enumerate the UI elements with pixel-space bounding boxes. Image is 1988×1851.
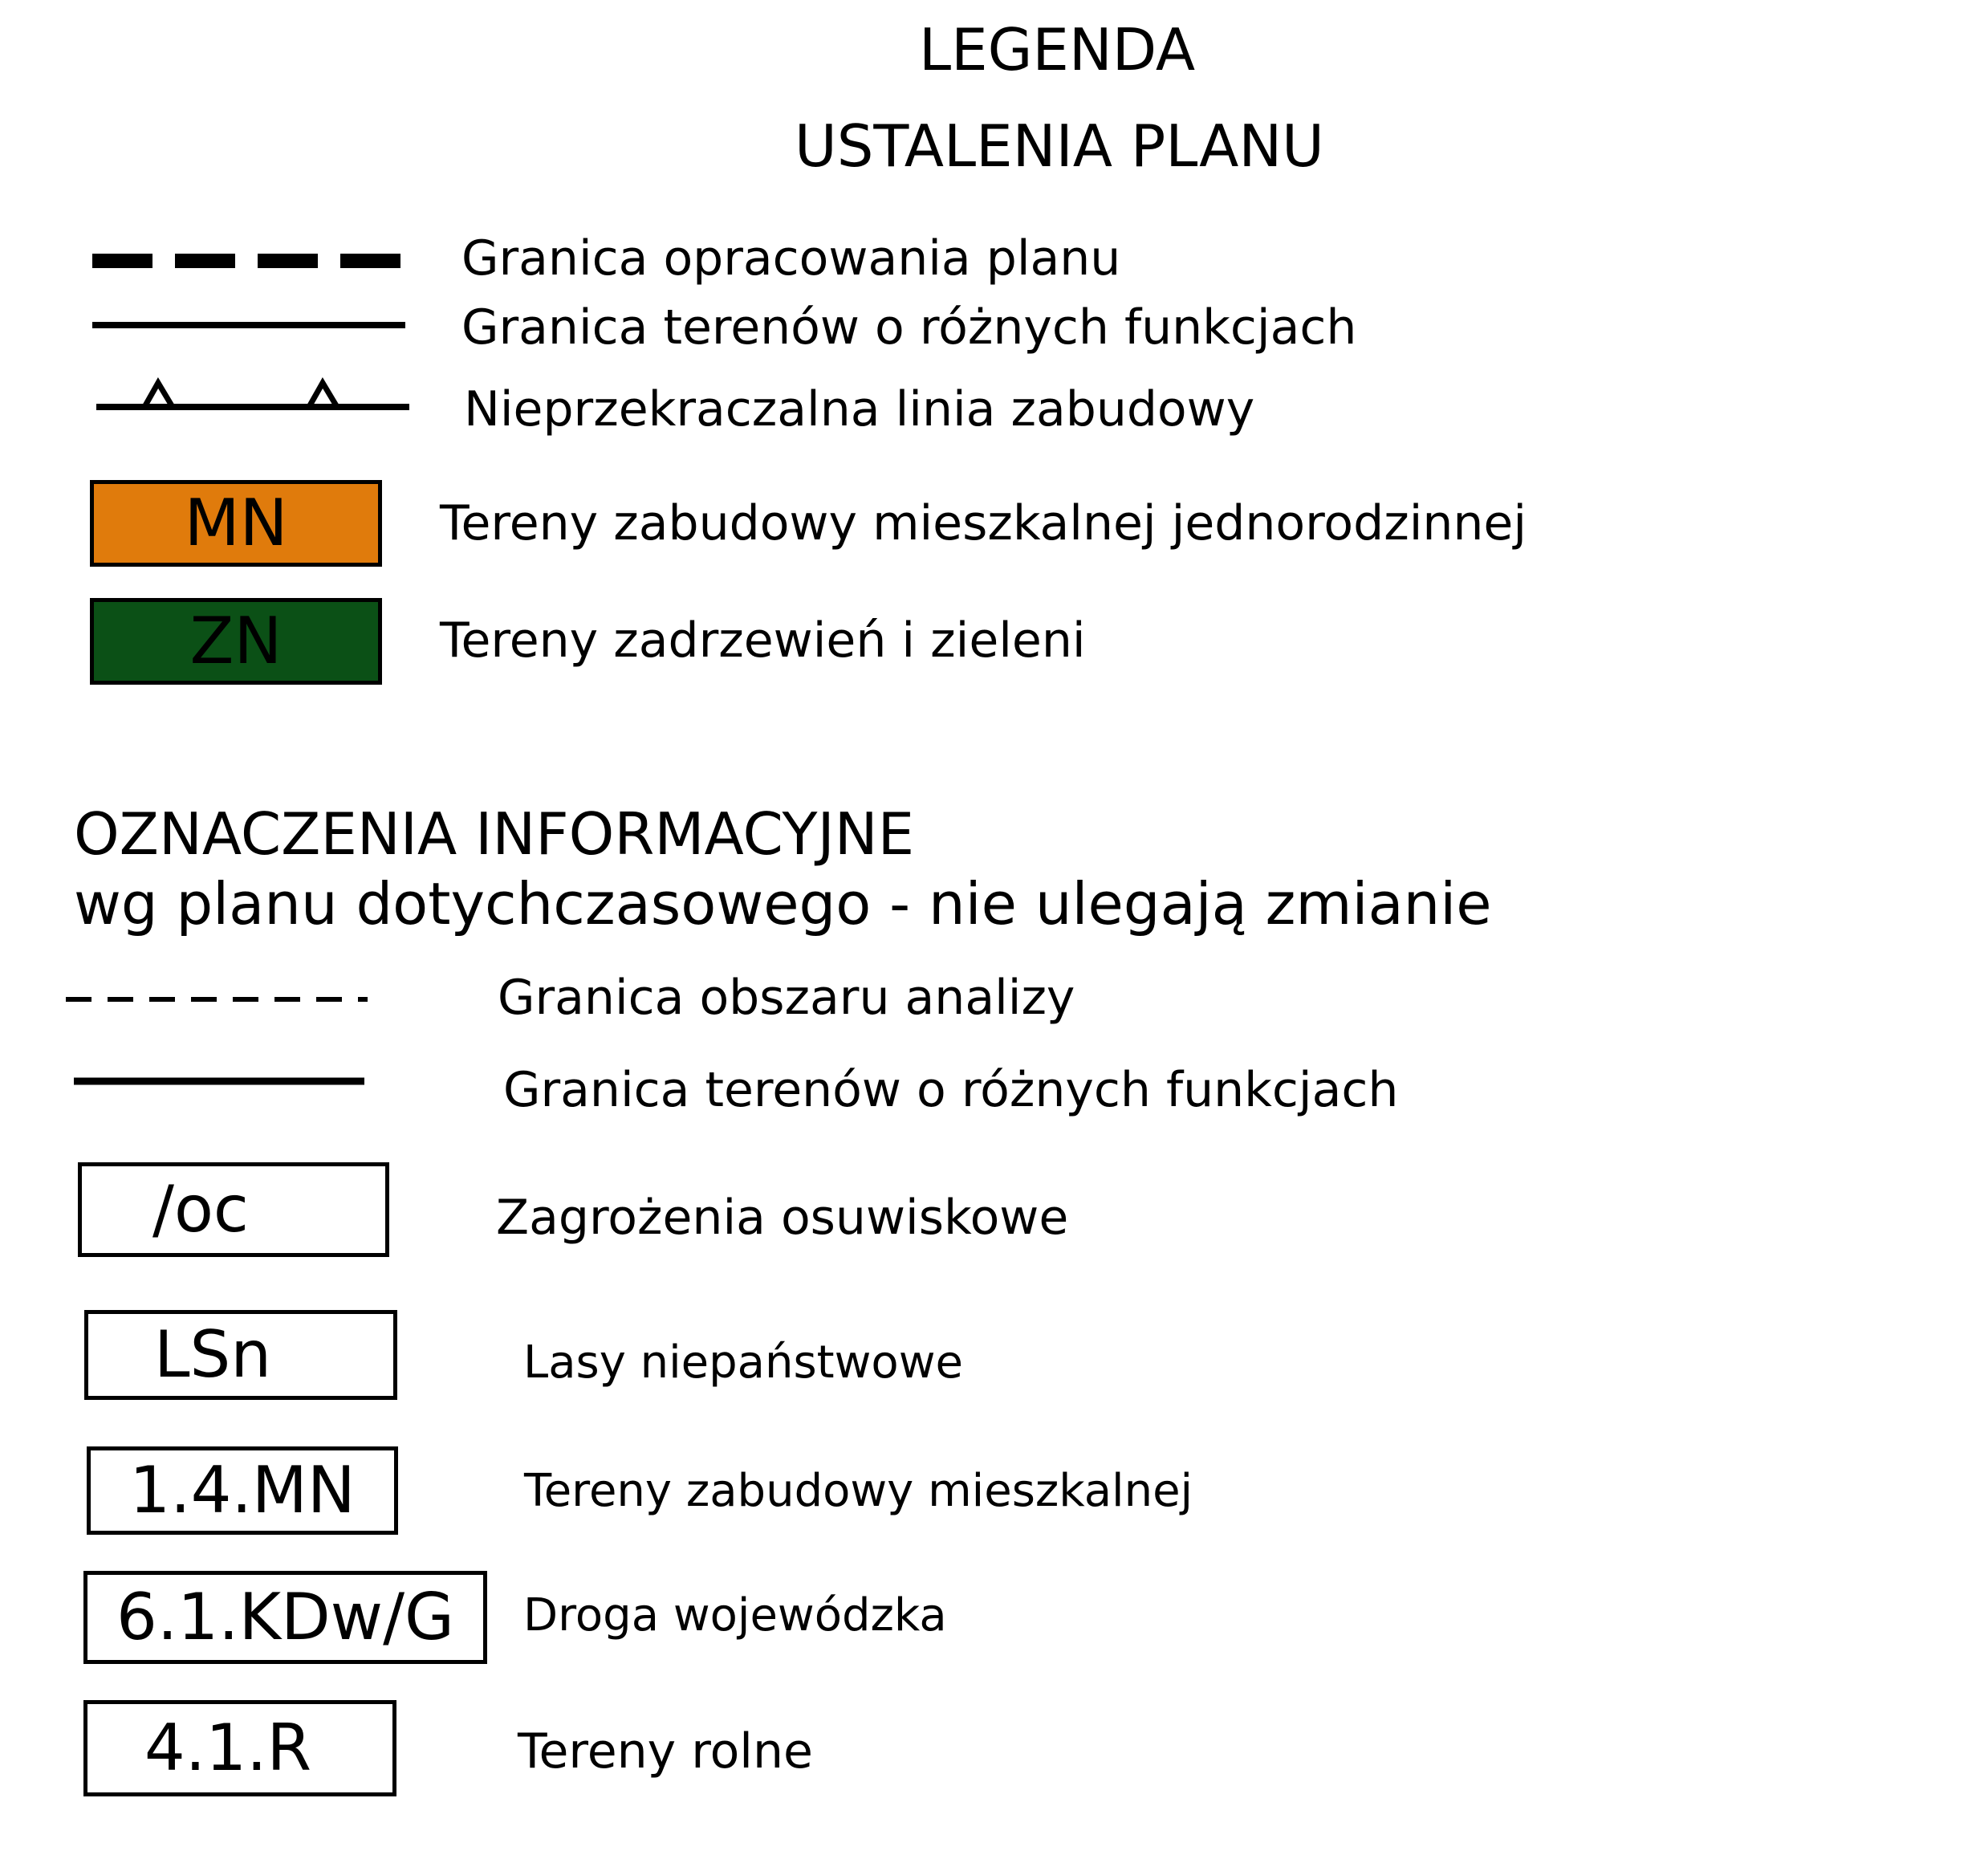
info-item-label: Lasy niepaństwowe <box>523 1336 963 1389</box>
landslide-code: /oc <box>152 1172 249 1247</box>
plan-item-label: Granica opracowania planu <box>461 230 1121 287</box>
solid-line-symbol <box>88 317 409 333</box>
plan-section-title: USTALENIA PLANU <box>795 112 1324 180</box>
forest-code: LSn <box>153 1317 272 1392</box>
mn-zone-box <box>90 480 382 567</box>
info-item-label: Droga wojewódzka <box>523 1589 947 1641</box>
landslide-code-box <box>78 1162 389 1257</box>
info-item-label: Tereny zabudowy mieszkalnej <box>524 1465 1193 1517</box>
info-section-subtitle: wg planu dotychczasowego - nie ulegają zmianie <box>74 870 1492 938</box>
dashed-thin-line-symbol <box>64 991 369 1007</box>
agricultural-code-box <box>83 1700 396 1796</box>
zn-zone-code: ZN <box>189 604 283 678</box>
plan-item-label: Tereny zadrzewień i zieleni <box>440 612 1086 669</box>
plan-item-label: Nieprzekraczalna linia zabudowy <box>464 381 1255 437</box>
info-item-label: Granica terenów o różnych funkcjach <box>503 1062 1399 1118</box>
plan-item-label: Granica terenów o różnych funkcjach <box>461 299 1357 356</box>
road-code-box <box>83 1571 487 1664</box>
forest-code-box <box>84 1310 397 1400</box>
building-line-symbol <box>92 373 413 421</box>
info-section-title: OZNACZENIA INFORMACYJNE <box>74 800 915 868</box>
legend-title: LEGENDA <box>919 16 1196 83</box>
residential-code: 1.4.MN <box>129 1453 356 1528</box>
dashed-thick-line-symbol <box>88 249 409 273</box>
residential-code-box <box>87 1446 398 1535</box>
info-item-label: Granica obszaru analizy <box>498 970 1075 1026</box>
agricultural-code: 4.1.R <box>144 1711 312 1785</box>
road-code: 6.1.KDw/G <box>116 1580 455 1654</box>
solid-line-symbol <box>72 1073 369 1089</box>
mn-zone-code: MN <box>184 486 288 560</box>
zn-zone-box <box>90 598 382 685</box>
info-item-label: Zagrożenia osuwiskowe <box>496 1190 1069 1246</box>
plan-item-label: Tereny zabudowy mieszkalnej jednorodzinnej <box>440 495 1527 551</box>
info-item-label: Tereny rolne <box>518 1723 813 1780</box>
